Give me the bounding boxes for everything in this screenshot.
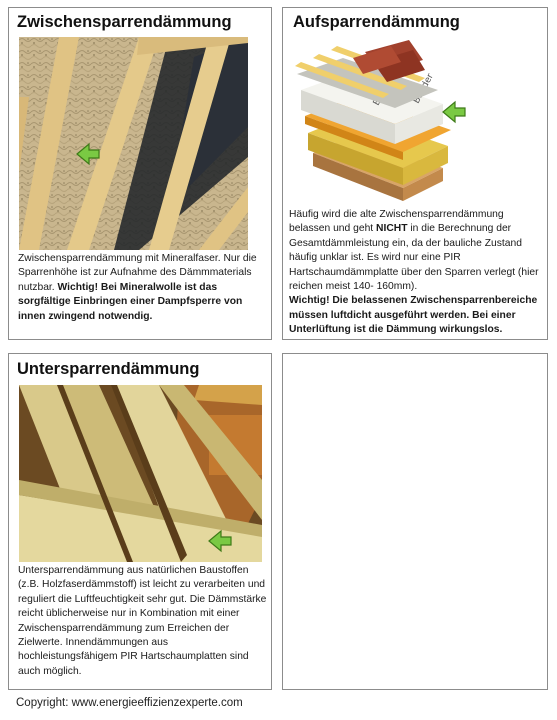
card-title: Zwischensparrendämmung: [17, 13, 232, 31]
description-part2: in die Berechnung der Gesamtdämmleistung ein, da der bauliche Zustand häufig unklar ist. Es wird nur eine PIR Hartschaumdämmplatte über den Sparren verlegt (hier reichen meist 140- 160mm).: [289, 223, 539, 293]
card-description: [289, 208, 545, 338]
card-description: Untersparrendämmung aus natürlichen Baustoffen (z.B. Holzfaserdämmstoff) ist leicht zu verarbeiten und reguliert die Luftfeuchtigkeit sehr gut. Die Dämmstärke reicht üblicherweise nur in Kombination mit einer Zwischensparrendämmung zum Erreichen der Zielwerte. Innendämmungen aus hochleistungsfähigem PIR Hartschaumplatten sind auch möglich.: [18, 565, 267, 677]
card-title: Aufsparrendämmung: [293, 13, 460, 31]
card-zwischensparren: [8, 7, 272, 340]
card-description: [18, 252, 268, 324]
card-untersparren: [8, 353, 272, 690]
mineral-wool-photo: [19, 37, 248, 250]
description-text: Zwischensparrendämmung mit Mineralfaser. Nur die Sparrenhöhe ist zur Aufnahme des Dämmmaterials nutzbar.: [18, 253, 257, 293]
warning-text: Wichtig! Bei Mineralwolle ist das sorgfältige Einbringen einer Dampfsperre von innen zwingend notwendig.: [18, 281, 243, 322]
emphasis-word: NICHT: [376, 223, 408, 235]
card-title: Untersparrendämmung: [17, 360, 200, 378]
wood-fibre-photo: [19, 385, 262, 562]
copyright-footer: Copyright: www.energieeffizienzexperte.com: [16, 697, 243, 709]
warning-text: Wichtig! Die belassenen Zwischensparrenbereiche müssen luftdicht ausgeführt werden. Bei einer Unterlüftung ist die Dämmung wirkungslos.: [289, 295, 538, 336]
description-part1: Häufig wird die alte Zwischensparrendämmung belassen und geht: [289, 209, 504, 235]
card-aufsparren: [282, 7, 548, 340]
card-empty: [282, 353, 548, 690]
roof-layers-illustration: [283, 38, 479, 206]
